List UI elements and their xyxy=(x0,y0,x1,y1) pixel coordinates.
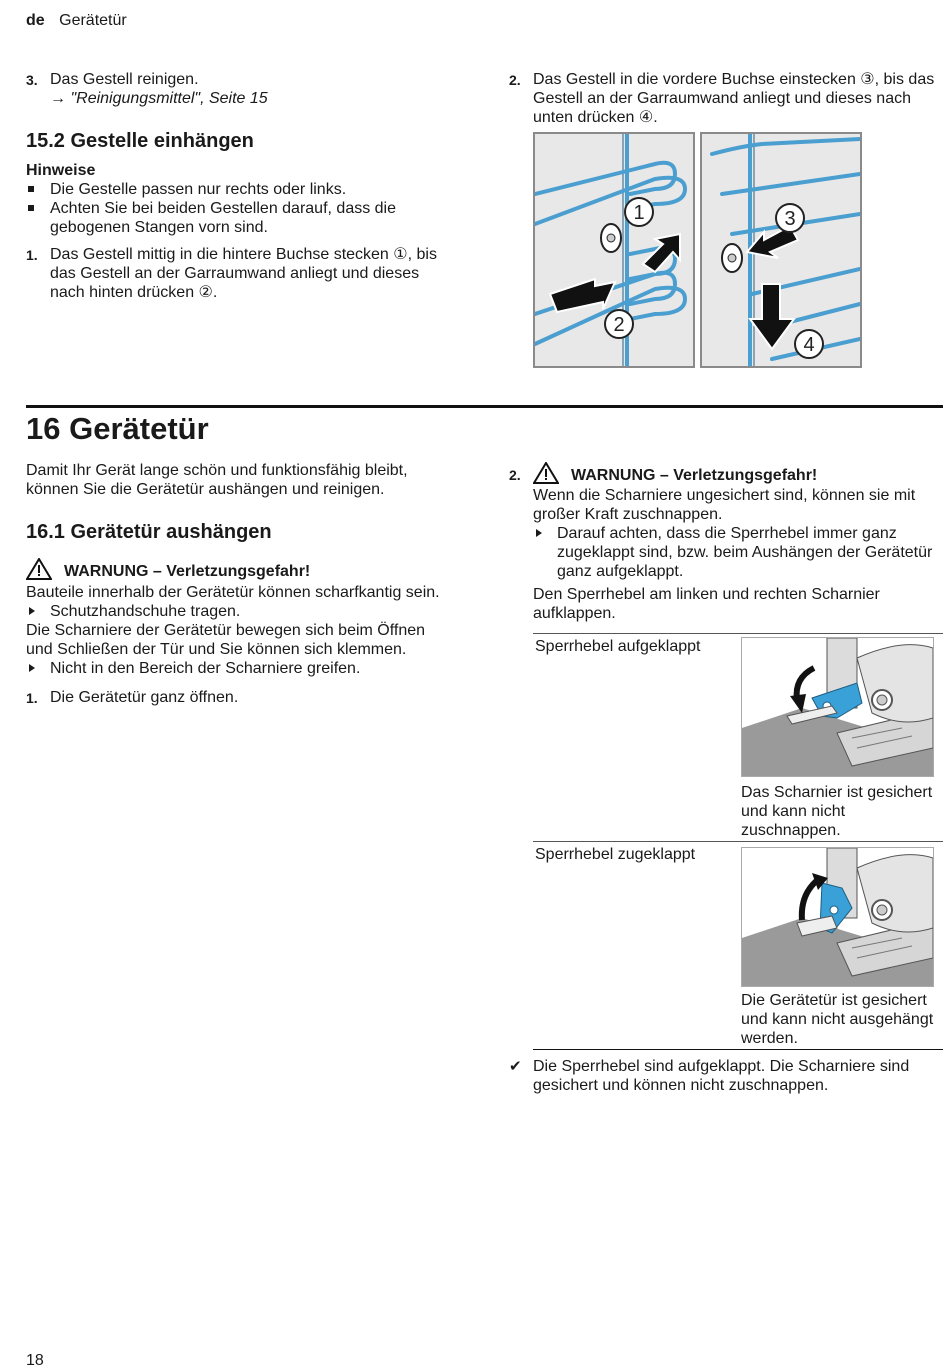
hinge-closed-figure xyxy=(741,847,934,987)
checkmark-icon: ✔ xyxy=(509,1058,522,1075)
step-1-text: Das Gestell mittig in die hintere Buchse stecken ①, bis das Gestell an der Garraumwand anliegt und dieses nach hinten drücken ②. xyxy=(50,246,437,301)
table-row-label: Sperrhebel aufgeklappt xyxy=(535,638,701,655)
figure-label: 3 xyxy=(784,208,796,230)
section-16-1-title: 16.1 Gerätetür aushängen xyxy=(26,521,272,543)
warning-1-title: WARNUNG – Verletzungsgefahr! xyxy=(26,562,456,581)
cross-reference-link[interactable]: → "Reinigungsmittel", Seite 15 xyxy=(50,90,268,107)
step-3-text: Das Gestell reinigen. xyxy=(50,71,199,88)
header-section-title: Gerätetür xyxy=(59,12,127,29)
result-row xyxy=(509,1057,945,1095)
step-1-door: 1. Die Gerätetür ganz öffnen. xyxy=(26,688,456,710)
warning-2-title: WARNUNG – Verletzungsgefahr! xyxy=(533,466,945,485)
bullet-square-icon xyxy=(28,205,34,211)
chapter-16-left-column xyxy=(26,461,456,710)
chapter-rule xyxy=(26,405,943,408)
step-1-racks: 1. Das Gestell mittig in die hintere Buchse stecken ①, bis das Gestell an der Garraumwand anliegt und dieses nach hinten drücken ②. xyxy=(26,245,456,305)
warning-triangle-icon xyxy=(26,558,52,580)
step-1-door-text: Die Gerätetür ganz öffnen. xyxy=(50,689,239,706)
section-15-2-title: 15.2 Gestelle einhängen xyxy=(26,130,254,152)
arrow-right-icon: → xyxy=(50,90,71,107)
table-row-caption: Das Scharnier ist gesichert und kann nicht zuschnappen. xyxy=(741,784,933,839)
language-code: de xyxy=(26,12,45,29)
chapter-intro: Damit Ihr Gerät lange schön und funktionsfähig bleibt, können Sie die Gerätetür aushängen und reinigen. xyxy=(26,462,408,498)
warning-2-text: Wenn die Scharniere ungesichert sind, können sie mit großer Kraft zuschnappen. xyxy=(533,487,916,523)
table-row-caption: Die Gerätetür ist gesichert und kann nicht ausgehängt werden. xyxy=(741,992,934,1047)
warning-1-action-2: Nicht in den Bereich der Scharniere greifen. xyxy=(26,659,456,678)
result-text: Die Sperrhebel sind aufgeklappt. Die Scharniere sind gesichert und können nicht zuschnappen. xyxy=(533,1058,910,1094)
table-rule-bottom xyxy=(533,1049,943,1050)
table-rule-mid xyxy=(533,841,943,842)
warning-2-action: Darauf achten, dass die Sperrhebel immer ganz zugeklappt sind, bzw. beim Aushängen der Gerätetür ganz aufgeklappt. xyxy=(533,524,945,581)
action-arrow-icon xyxy=(29,664,35,672)
figure-label: 4 xyxy=(803,334,815,356)
figure-label: 2 xyxy=(613,314,625,336)
step-3: 3. Das Gestell reinigen. → "Reinigungsmittel", Seite 15 xyxy=(26,70,456,110)
action-arrow-icon xyxy=(29,607,35,615)
warning-triangle-icon xyxy=(533,462,559,484)
note-item: Achten Sie bei beiden Gestellen darauf, dass die gebogenen Stangen vorn sind. xyxy=(26,199,456,237)
page-number: 18 xyxy=(26,1352,44,1369)
chapter-16-title: 16 Gerätetür xyxy=(26,411,209,446)
figure-label: 1 xyxy=(633,202,645,224)
warning-1-text-1: Bauteile innerhalb der Gerätetür können scharfkantig sein. xyxy=(26,584,440,601)
top-left-column xyxy=(26,70,456,305)
notes-title: Hinweise xyxy=(26,162,96,179)
step-2-racks: 2. Das Gestell in die vordere Buchse einstecken ③, bis das Gestell an der Garraumwand anliegt und dieses nach unten drücken ④. xyxy=(509,70,945,130)
hinge-open-figure xyxy=(741,637,934,777)
warning-1-text-2: Die Scharniere der Gerätetür bewegen sich beim Öffnen und Schließen der Tür und Sie können sich klemmen. xyxy=(26,622,426,658)
action-arrow-icon xyxy=(536,529,542,537)
chapter-16-right-column: 2. WARNUNG – Verletzungsgefahr! Wenn die Scharniere ungesichert sind, können sie mit großer Kraft zuschnappen. Darauf achten, dass die Sperrhebel immer ganz zugeklappt sind, bzw. beim Aushängen der Gerätetür ganz aufgeklappt. Den Sperrhebel am linken und rechten Scharnier aufklappen. xyxy=(509,466,945,623)
step-2-racks-text: Das Gestell in die vordere Buchse einstecken ③, bis das Gestell an der Garraumwand anliegt und dieses nach unten drücken ④. xyxy=(533,71,935,126)
bullet-square-icon xyxy=(28,186,34,192)
warning-1-action-1: Schutzhandschuhe tragen. xyxy=(26,602,456,621)
note-item: Die Gestelle passen nur rechts oder links. xyxy=(26,180,456,199)
table-rule-top xyxy=(533,633,943,634)
instruction-text: Den Sperrhebel am linken und rechten Scharnier aufklappen. xyxy=(533,586,880,622)
rack-figure-right xyxy=(700,132,862,368)
table-row-label: Sperrhebel zugeklappt xyxy=(535,846,696,863)
rack-figure-left xyxy=(533,132,695,368)
